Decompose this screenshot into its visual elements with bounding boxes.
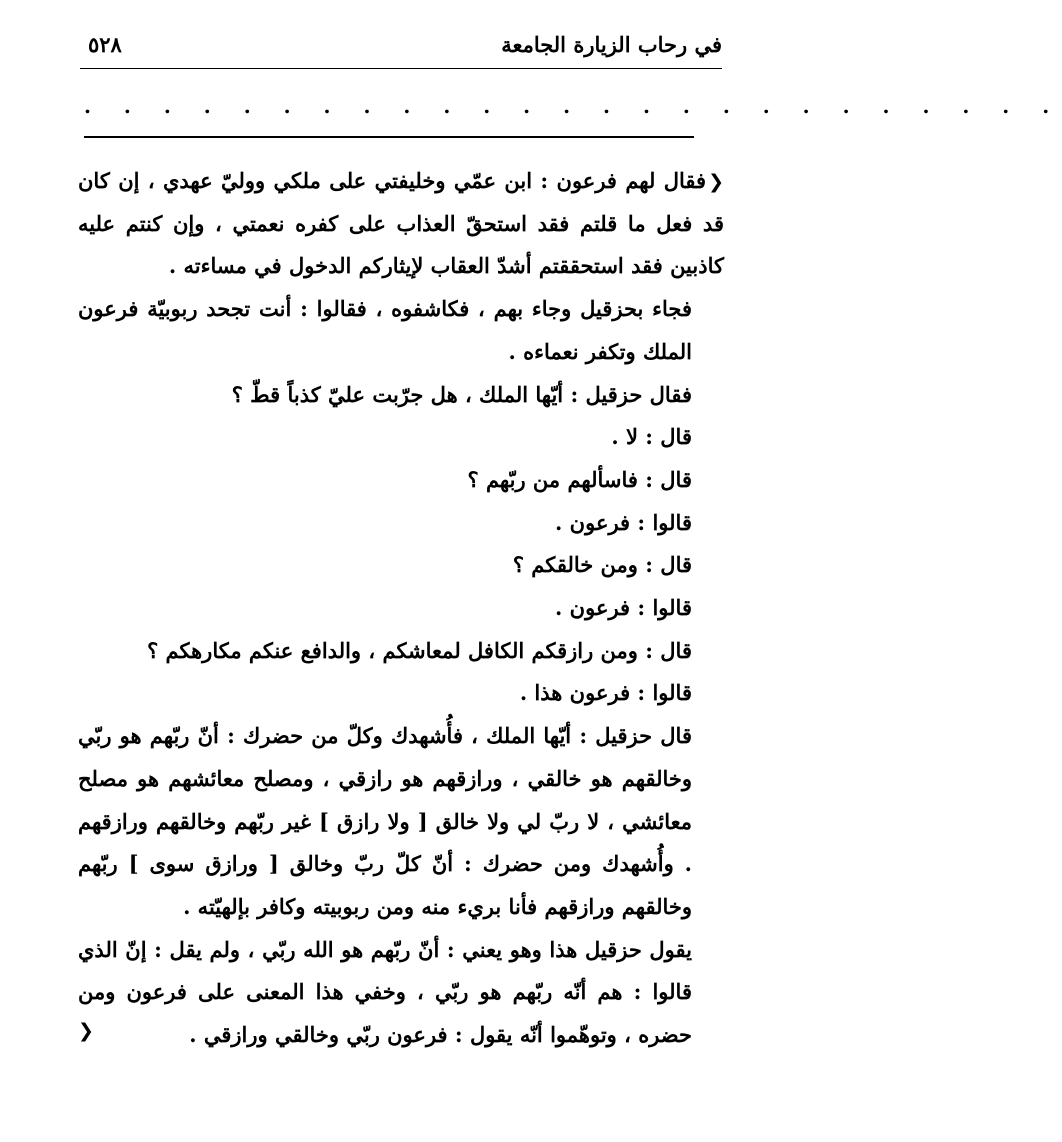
dialog-line-6: قالوا : فرعون . xyxy=(555,595,692,621)
dialog-line-4: قالوا : فرعون . xyxy=(555,509,692,535)
dialog-line-7: قال : ومن رازقكم الكافل لمعاشكم ، والدافع عنكم مكارهكم ؟ xyxy=(147,637,692,663)
running-header xyxy=(80,28,722,64)
paragraph-2: فجاء بحزقيل وجاء بهم ، فكاشفوه ، فقالوا : أنت تجحد ربوبيّة فرعون الملك وتكفر نعماءه . xyxy=(78,296,692,364)
dialog-line-5: قال : ومن خالقكم ؟ xyxy=(512,552,692,578)
dialog-line-2: قال : لا . xyxy=(611,424,692,450)
page-number: ٥٢٨ xyxy=(88,32,122,57)
separator-dots: . . . . . . . . . . . . . . . . . . . . . . . . . xyxy=(84,94,1062,118)
header-rule xyxy=(80,68,722,69)
dialog-line-8: قالوا : فرعون هذا . xyxy=(519,680,692,706)
open-quote-icon: ❮ xyxy=(708,171,724,193)
dialog-line-3: قال : فاسألهم من ربّهم ؟ xyxy=(467,466,692,492)
dialog-line-1: فقال حزقيل : أيّها الملك ، هل جرّبت عليّ كذباً قطّ ؟ xyxy=(231,381,692,407)
paragraph-commentary: يقول حزقيل هذا وهو يعني : أنّ ربّهم هو الله ربّي ، ولم يقل : إنّ الذي قالوا : هم أنّه ربّهم هو ربّي ، وخفي هذا المعنى على فرعون ومن حضره ، وتوهّموا أنّه يقول : فرعون ربّي وخالقي ورازقي . xyxy=(78,936,692,1048)
close-quote-icon: ❯ xyxy=(78,1020,94,1042)
paragraph-1 xyxy=(78,160,724,288)
body-text xyxy=(78,160,724,1057)
paragraph-testimony: قال حزقيل : أيّها الملك ، فأُشهدك وكلّ من حضرك : أنّ ربّهم هو ربّي وخالقهم هو خالقي ، ورازقهم هو رازقي ، ومصلح معائشهم هو مصلح معائشي ، لا ربّ لي ولا خالق [ ولا رازق ] غير ربّهم وخالقهم ورازقهم . وأُشهدك ومن حضرك : أنّ كلّ ربّ وخالق [ ورازق سوى ] ربّهم وخالقهم ورازقهم فأنا بريء منه ومن ربوبيته وكافر بإلهيّته . xyxy=(78,723,692,919)
paragraph-1-text: فقال لهم فرعون : ابن عمّي وخليفتي على ملكي ووليّ عهدي ، إن كان قد فعل ما قلتم فقد استحقّ العذاب على كفره نعمتي ، وإن كنتم عليه كاذبين فقد استحققتم أشدّ العقاب لإيثاركم الدخول في مساءته . xyxy=(78,168,724,279)
book-title: في رحاب الزيارة الجامعة xyxy=(501,32,722,57)
section-divider xyxy=(84,136,694,138)
